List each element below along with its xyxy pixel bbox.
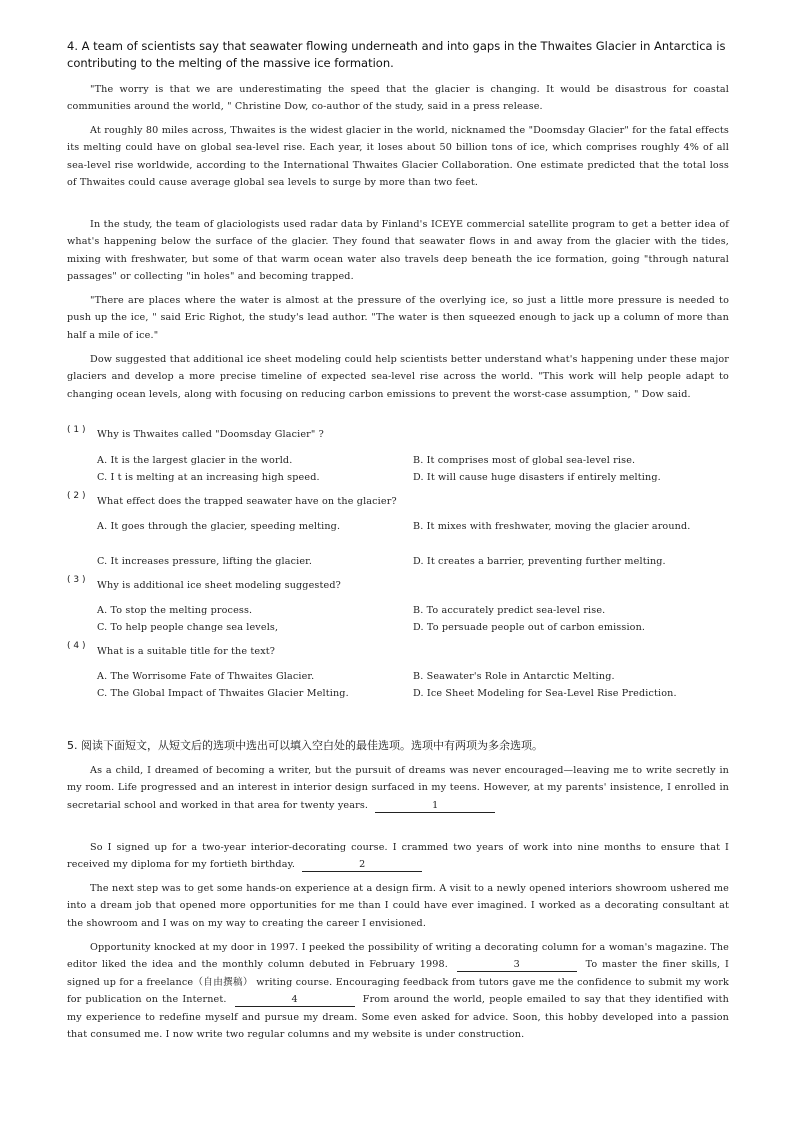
question-number: ( 2 ): [67, 491, 86, 501]
passage-paragraph: In the study, the team of glaciologists used radar data by Finland's ICEYE commercial satellite program to get a better idea of what's happening below the surface of the glacier. They found that seawater flows in and away from the glacier with the tides, mixing with freshwater, but some of that warm ocean water also travels deep beneath the ice formation, going "through natural passages" or collecting "in holes" and becoming trapped.: [67, 219, 729, 283]
question-text: What is a suitable title for the text?: [97, 646, 276, 657]
question-text: Why is Thwaites called "Doomsday Glacier" ?: [97, 429, 324, 440]
section-5-heading: 5. 阅读下面短文，从短文后的选项中选出可以填入空白处的最佳选项。选项中有两项为多余选项。: [67, 739, 543, 752]
option-c[interactable]: C. I t is melting at an increasing high speed.: [97, 472, 320, 483]
option-d[interactable]: D. It will cause huge disasters if entirely melting.: [413, 472, 661, 483]
option-a[interactable]: A. The Worrisome Fate of Thwaites Glacier.: [97, 671, 315, 682]
paragraph-text: To master the finer skills, I signed up for a freelance（自由撰稿） writing course. Encouraging feedback from tutors gave me the confidence to submit my work for publication on the Internet.: [67, 959, 729, 1006]
paragraph-text: As a child, I dreamed of becoming a writer, but the pursuit of dreams was never encouraged—leaving me to write secretly in my room. Life progressed and an interest in interior design surfaced in my teens. However, at my parents' insistence, I enrolled in secretarial school and worked in that area for twenty years.: [67, 765, 729, 811]
option-b[interactable]: B. It comprises most of global sea-level rise.: [413, 455, 636, 466]
paragraph-text: From around the world, people emailed to say that they identified with my experience to redefine myself and pursue my dream. Some even asked for advice. Soon, this hobby developed into a passion that consumed me. I now write two regular columns and my website is under construction.: [67, 994, 729, 1041]
option-a[interactable]: A. It goes through the glacier, speeding melting.: [97, 521, 341, 532]
option-c[interactable]: C. It increases pressure, lifting the glacier.: [97, 556, 313, 567]
paragraph-text: Opportunity knocked at my door in 1997. I peeked the possibility of writing a decorating column for a woman's magazine. The editor liked the idea and the monthly column debuted in February 1998.: [67, 942, 729, 971]
answer-blank[interactable]: 4: [235, 994, 355, 1007]
question-text: Why is additional ice sheet modeling suggested?: [97, 580, 341, 591]
option-a[interactable]: A. To stop the melting process.: [97, 605, 253, 616]
question-number: ( 3 ): [67, 575, 86, 585]
answer-blank[interactable]: 2: [302, 859, 422, 872]
option-a[interactable]: A. It is the largest glacier in the world.: [97, 455, 293, 466]
option-b[interactable]: B. It mixes with freshwater, moving the glacier around.: [413, 521, 691, 532]
option-d[interactable]: D. To persuade people out of carbon emission.: [413, 622, 646, 633]
question-number: ( 1 ): [67, 425, 86, 435]
question-number: ( 4 ): [67, 641, 86, 651]
answer-blank[interactable]: 1: [375, 800, 495, 813]
passage-paragraph: Dow suggested that additional ice sheet modeling could help scientists better understand what's happening under these major glaciers and develop a more precise timeline of expected sea-level rise across the world. "This work will help people adapt to changing ocean levels, along with focusing on reducing carbon emissions to prevent the worst-case assumption, " Dow said.: [67, 354, 729, 400]
passage-paragraph: "The worry is that we are underestimating the speed that the glacier is changing. It would be disastrous for coastal communities around the world, " Christine Dow, co-author of the study, said in a press release.: [67, 84, 729, 113]
option-d[interactable]: D. Ice Sheet Modeling for Sea-Level Rise Prediction.: [413, 688, 677, 699]
passage-paragraph: The next step was to get some hands-on experience at a design firm. A visit to a newly opened interiors showroom ushered me into a dream job that opened more opportunities for me than I could have ever imagined. I worked as a decorating consultant at the showroom and I was on my way to creating the career I envisioned.: [67, 883, 729, 929]
question-text: What effect does the trapped seawater have on the glacier?: [97, 496, 397, 507]
passage-paragraph: [67, 839, 729, 874]
passage-paragraph: [67, 939, 729, 1043]
paragraph-text: So I signed up for a two-year interior-decorating course. I crammed two years of work into nine months to ensure that I received my diploma for my fortieth birthday.: [67, 842, 729, 871]
answer-blank[interactable]: 3: [457, 959, 577, 972]
passage-paragraph: "There are places where the water is almost at the pressure of the overlying ice, so just a little more pressure is needed to push up the ice, " said Eric Righot, the study's lead author. "The water is then squeezed enough to jack up a column of more than half a mile of ice.": [67, 295, 729, 341]
passage-paragraph: At roughly 80 miles across, Thwaites is the widest glacier in the world, nicknamed the "Doomsday Glacier" for the fatal effects its melting could have on global sea-level rise. Each year, it loses about 50 billion tons of ice, which comprises roughly 4% of all sea-level rise worldwide, according to the International Thwaites Glacier Collaboration. One estimate predicted that the total loss of Thwaites could cause average global sea levels to surge by more than two feet.: [67, 125, 729, 189]
option-c[interactable]: C. The Global Impact of Thwaites Glacier Melting.: [97, 688, 349, 699]
option-c[interactable]: C. To help people change sea levels,: [97, 622, 279, 633]
passage-paragraph: [67, 762, 729, 814]
option-d[interactable]: D. It creates a barrier, preventing further melting.: [413, 556, 666, 567]
option-b[interactable]: B. Seawater's Role in Antarctic Melting.: [413, 671, 615, 682]
option-b[interactable]: B. To accurately predict sea-level rise.: [413, 605, 606, 616]
section-4-heading: 4. A team of scientists say that seawater flowing underneath and into gaps in the Thwaites Glacier in Antarctica is contributing to the melting of the massive ice formation.: [67, 39, 726, 70]
